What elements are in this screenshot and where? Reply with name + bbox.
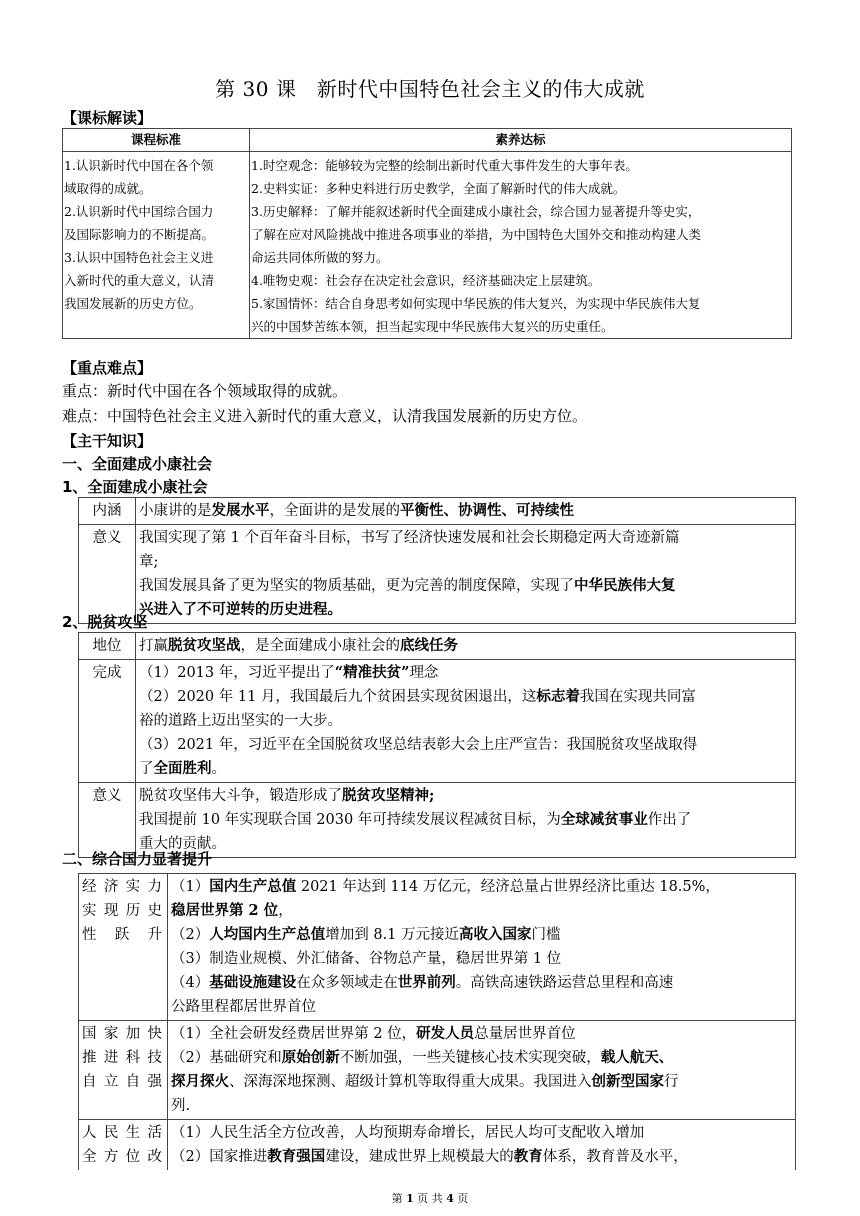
text-run: （2）2020 年 11 月，我国最后九个贫困县实现贫困退出，这 (139, 689, 537, 705)
literacy-line: 了解在应对风险挑战中推进各项事业的举措，为中国特色大国外交和推动构建人类 (251, 227, 702, 242)
literacy-line: 4.唯物史观：社会存在决定社会意识，经济基础决定上层建筑。 (251, 273, 601, 288)
text-line (139, 574, 792, 598)
footer-text: 第 (391, 1192, 407, 1205)
literacy-line: 2.史料实证：多种史料进行历史教学，全面了解新时代的伟大成就。 (251, 181, 626, 196)
text-run: 增加到 8.1 万元接近 (325, 927, 460, 943)
text-run: 。高铁高速铁路运营总里程和高速 (455, 975, 674, 991)
footer-text: 页 (453, 1192, 469, 1205)
text-line: 列. (171, 1098, 191, 1114)
header-standard: 课程标准 (63, 129, 250, 152)
text-run: （1）全社会研发经费居世界第 2 位， (171, 1026, 417, 1042)
section-two-heading: 二、综合国力显著提升 (62, 850, 213, 868)
bold-run: 中华民族伟大复 (574, 577, 676, 594)
row-label-wancheng: 完成 (79, 660, 136, 783)
standard-line: 我国发展新的历史方位。 (64, 296, 202, 311)
label-line: 人民生活 (82, 1125, 164, 1141)
row-label-life (79, 1120, 168, 1171)
text-line (171, 1070, 792, 1094)
text-line: （3）制造业规模、外汇储备、谷物总产量，稳居世界第 1 位 (171, 951, 562, 967)
text-run: （4） (171, 975, 210, 991)
bold-run: 教育强国 (267, 1148, 326, 1165)
bold-run: 脱贫攻坚精神; (342, 787, 435, 804)
science-cell (168, 1021, 796, 1120)
standards-cell (63, 152, 250, 339)
label-line: 全方位改 (82, 1149, 164, 1165)
literacy-line: 兴的中国梦苦练本领，担当起实现中华民族伟大复兴的历史重任。 (251, 319, 614, 334)
subsection-xiaokang-heading: 1、全面建成小康社会 (62, 478, 208, 496)
economy-cell (168, 874, 796, 1021)
section-zhugan-heading: 【主干知识】 (62, 432, 153, 450)
text-run: （2） (171, 927, 210, 943)
page-total: 4 (446, 1192, 454, 1205)
row-label-yiyi: 意义 (79, 525, 136, 624)
text-line (139, 685, 792, 709)
text-run: ， (278, 903, 293, 919)
standard-line: 及国际影响力的不断提高。 (64, 227, 215, 242)
bold-run: 原始创新 (281, 1049, 340, 1066)
standard-line: 1.认识新时代中国在各个领 (64, 158, 214, 173)
text-line (171, 1046, 792, 1070)
text-line (139, 784, 792, 808)
xiaokang-table (78, 497, 796, 624)
standard-line: 域取得的成就。 (64, 181, 152, 196)
text-run: 不断加强，一些关键核心技术实现突破， (339, 1050, 601, 1066)
bold-run: 人均国内生产总值 (209, 926, 326, 943)
text-run: 我国在实现共同富 (579, 689, 696, 705)
literacy-line: 1.时空观念：能够较为完整的绘制出新时代重大事件发生的大事年表。 (251, 158, 638, 173)
curriculum-table (62, 128, 792, 339)
text-run: 行 (664, 1074, 679, 1090)
text-run: （1） (171, 879, 210, 895)
bold-run: 国内生产总值 (209, 878, 297, 895)
text-line: 我国实现了第 1 个百年奋斗目标，书写了经济快速发展和社会长期稳定两大奇迹新篇 (139, 530, 680, 546)
text-run: （1）2013 年，习近平提出了 (139, 665, 335, 681)
text-run: 体系，教育普及水平， (542, 1149, 688, 1165)
label-line: 实现历史 (82, 903, 164, 919)
text-run: 小康讲的是 (139, 503, 212, 519)
text-run: ，是全面建成小康社会的 (240, 638, 400, 654)
yiyi-cell (136, 783, 796, 858)
header-literacy: 素养达标 (250, 129, 792, 152)
guoli-table (78, 873, 796, 1170)
page-footer (0, 1190, 860, 1206)
text-run: （2）国家推进 (171, 1149, 268, 1165)
label-line: 性跃升 (82, 927, 164, 943)
text-line (139, 808, 792, 832)
bold-run: 稳居世界第 2 位 (171, 902, 279, 919)
bold-run: 发展水平 (211, 502, 270, 519)
bold-run: 创新型国家 (591, 1073, 664, 1090)
text-run: 脱贫攻坚伟大斗争，锻造形成了 (139, 788, 342, 804)
difficulty-text: 难点：中国特色社会主义进入新时代的重大意义，认清我国发展新的历史方位。 (62, 407, 588, 425)
section-kebiao-heading: 【课标解读】 (62, 109, 153, 127)
bold-run: 基础设施建设 (209, 974, 297, 991)
literacy-line: 5.家国情怀：结合自身思考如何实现中华民族的伟大复兴，为实现中华民族伟大复 (251, 296, 701, 311)
text-run: 、深海深地探测、超级计算机等取得重大成果。我国进入 (229, 1074, 592, 1090)
text-line (139, 757, 792, 781)
text-line (171, 923, 792, 947)
text-run: 门槛 (531, 927, 561, 943)
row-label-economy (79, 874, 168, 1021)
bold-run: 探月探火 (171, 1073, 229, 1090)
text-run: 在众多领域走在 (296, 975, 398, 991)
subsection-tuopin-heading: 2、脱贫攻坚 (62, 613, 148, 631)
standard-line: 入新时代的重大意义，认清 (64, 273, 215, 288)
bold-run: 全球减贫事业 (560, 811, 648, 828)
bold-run: “精准扶贫” (334, 664, 410, 681)
text-line (139, 598, 792, 622)
text-line (171, 899, 792, 923)
text-line: 公路里程都居世界首位 (171, 999, 316, 1015)
bold-run: 标志着 (536, 688, 580, 705)
life-cell (168, 1120, 796, 1171)
footer-text: 页 共 (413, 1192, 447, 1205)
section-zhongdian-heading: 【重点难点】 (62, 359, 153, 377)
section-one-heading: 一、全面建成小康社会 (62, 455, 213, 473)
bold-run: 底线任务 (400, 637, 458, 654)
standard-line: 3.认识中国特色社会主义进 (64, 250, 214, 265)
literacy-cell (250, 152, 792, 339)
neihan-cell (136, 498, 796, 525)
page-title: 第 30 课 新时代中国特色社会主义的伟大成就 (215, 77, 645, 101)
text-run: ，全面讲的是发展的 (269, 503, 400, 519)
bold-run: 平衡性、协调性、可持续性 (400, 502, 574, 519)
text-run: 我国提前 10 年实现联合国 2030 年可持续发展议程减贫目标，为 (139, 812, 561, 828)
text-line (171, 1145, 792, 1169)
yiyi-cell (136, 525, 796, 624)
label-line: 国家加快 (82, 1026, 164, 1042)
text-line (139, 661, 792, 685)
row-label-diwei: 地位 (79, 633, 136, 660)
bold-run: 兴进入了不可逆转的历史进程。 (139, 601, 342, 618)
bold-run: 高收入国家 (459, 926, 532, 943)
diwei-cell (136, 633, 796, 660)
bold-run: 载人航天、 (600, 1049, 674, 1066)
text-line: （1）人民生活全方位改善，人均预期寿命增长，居民人均可支配收入增加 (171, 1125, 645, 1141)
label-line: 自立自强 (82, 1074, 164, 1090)
row-label-neihan: 内涵 (79, 498, 136, 525)
text-line: （3）2021 年，习近平在全国脱贫攻坚总结表彰大会上庄严宣告：我国脱贫攻坚战取得 (139, 737, 698, 753)
text-line: 重大的贡献。 (139, 836, 226, 852)
bold-run: 世界前列 (397, 974, 456, 991)
text-run: 建设，建成世界上规模最大的 (325, 1149, 514, 1165)
text-run: 。 (211, 761, 226, 777)
text-line: 裕的道路上迈出坚实的一大步。 (139, 713, 342, 729)
text-line (171, 1022, 792, 1046)
standard-line: 2.认识新时代中国综合国力 (64, 204, 214, 219)
text-line (171, 971, 792, 995)
label-line: 推进科技 (82, 1050, 164, 1066)
text-run: 打赢 (139, 638, 168, 654)
literacy-line: 3.历史解释：了解并能叙述新时代全面建成小康社会，综合国力显著提升等史实， (251, 204, 701, 219)
bold-run: 全面胜利 (153, 760, 212, 777)
text-line: 章; (139, 554, 159, 570)
text-run: 我国发展具备了更为坚实的物质基础，更为完善的制度保障，实现了 (139, 578, 574, 594)
row-label-science (79, 1021, 168, 1120)
row-label-yiyi: 意义 (79, 783, 136, 858)
literacy-line: 命运共同体所做的努力。 (251, 250, 389, 265)
page-number: 1 (406, 1192, 414, 1205)
text-run: 总量居世界首位 (474, 1026, 576, 1042)
bold-run: 教育 (513, 1148, 543, 1165)
bold-run: 脱贫攻坚战 (168, 637, 241, 654)
tuopin-table (78, 632, 796, 858)
text-run: 了 (139, 761, 154, 777)
text-run: 作出了 (647, 812, 692, 828)
bold-run: 研发人员 (416, 1025, 475, 1042)
key-point-text: 重点：新时代中国在各个领域取得的成就。 (62, 382, 348, 400)
text-run: （2）基础研究和 (171, 1050, 282, 1066)
text-run: 2021 年达到 114 万亿元，经济总量占世界经济比重达 18.5%， (296, 879, 720, 895)
label-line: 经济实力 (82, 879, 164, 895)
text-line (171, 875, 792, 899)
wancheng-cell (136, 660, 796, 783)
text-run: 理念 (409, 665, 439, 681)
